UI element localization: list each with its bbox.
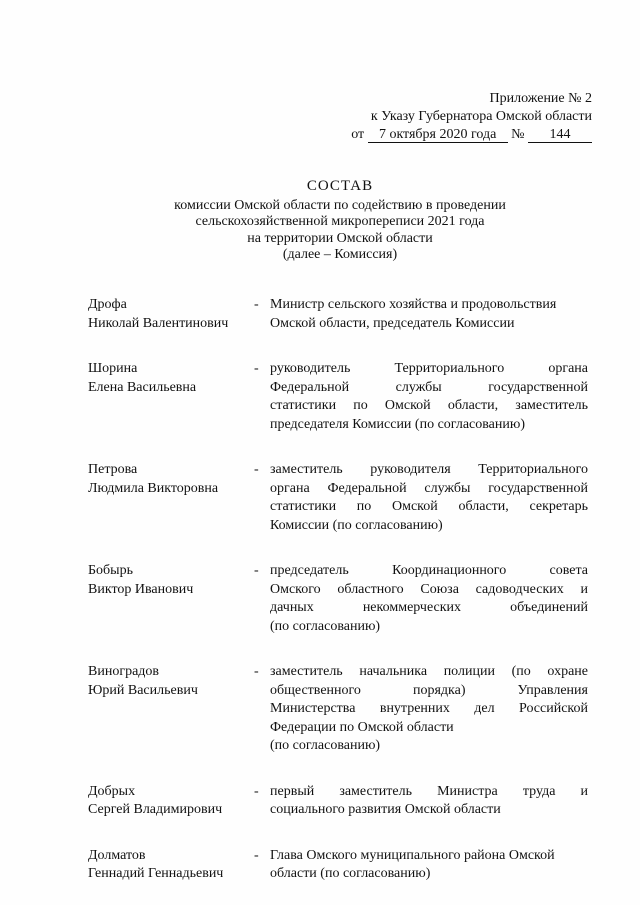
appendix-block	[351, 90, 592, 144]
member-name	[88, 663, 254, 700]
role-line: председателя Комиссии (по согласованию)	[270, 416, 525, 432]
role-line: заместитель руководителя Территориального	[270, 462, 588, 477]
date-prefix: от	[351, 127, 365, 142]
decree-date-line	[351, 126, 592, 144]
role-line: первый заместитель Министра труда и	[270, 783, 588, 799]
member-surname: Виноградов	[88, 664, 160, 679]
member-row	[88, 296, 588, 333]
role-line: Федерации по Омской области	[270, 719, 454, 735]
role-line: Глава Омского муниципального района Омской	[270, 847, 555, 863]
role-line: общественного порядка) Управления	[270, 682, 588, 698]
heading-line: (далее – Комиссия)	[282, 247, 398, 262]
dash-separator: -	[254, 563, 259, 578]
member-row	[88, 663, 588, 756]
member-surname: Добрых	[88, 783, 136, 799]
role-line: Омской области, председатель Комиссии	[270, 315, 515, 331]
member-row	[88, 562, 588, 636]
member-role	[270, 783, 588, 820]
member-row	[88, 360, 588, 434]
role-line: Министр сельского хозяйства и продовольствия	[270, 297, 557, 312]
heading-line: сельскохозяйственной микропереписи 2021 года	[195, 214, 485, 229]
member-given-names: Людмила Викторовна	[88, 480, 219, 496]
dash-separator: -	[254, 664, 259, 679]
role-line: статистики по Омской области, заместитель	[270, 398, 588, 413]
member-surname: Долматов	[88, 847, 146, 863]
member-name	[88, 461, 254, 498]
member-role	[270, 360, 588, 434]
member-surname: Петрова	[88, 462, 138, 477]
member-role	[270, 847, 588, 884]
member-given-names: Геннадий Геннадьевич	[88, 866, 224, 881]
dash-separator: -	[254, 361, 259, 376]
heading-line: комиссии Омской области по содействию в проведении	[174, 197, 506, 213]
role-line: (по согласованию)	[270, 738, 381, 753]
role-line: социального развития Омской области	[270, 802, 501, 817]
dash-separator: -	[254, 462, 259, 477]
role-line: руководитель Территориального органа	[270, 361, 588, 376]
member-row	[88, 783, 588, 820]
member-given-names: Юрий Васильевич	[88, 682, 198, 698]
member-name	[88, 847, 254, 884]
appendix-decree-reference: к Указу Губернатора Омской области	[370, 109, 592, 124]
member-surname: Дрофа	[88, 297, 127, 312]
heading-line: на территории Омской области	[247, 230, 433, 246]
appendix-number: Приложение № 2	[489, 91, 592, 106]
dash-separator: -	[254, 847, 259, 863]
role-line: Министерства внутренних дел Российской	[270, 701, 588, 716]
member-given-names: Сергей Владимирович	[88, 802, 223, 817]
member-name	[88, 360, 254, 397]
dash-separator: -	[254, 297, 259, 312]
member-name	[88, 783, 254, 820]
commission-member-list	[88, 296, 588, 911]
member-surname: Бобырь	[88, 563, 133, 578]
member-role	[270, 562, 588, 636]
document-heading	[140, 178, 540, 264]
role-line: Комиссии (по согласованию)	[270, 517, 443, 533]
role-line: органа Федеральной службы государственной	[270, 480, 588, 496]
member-given-names: Николай Валентинович	[88, 315, 229, 331]
member-name	[88, 562, 254, 599]
role-line: Омского областного Союза садоводческих и	[270, 581, 588, 597]
member-given-names: Виктор Иванович	[88, 581, 194, 597]
role-line: дачных некоммерческих объединений	[270, 600, 588, 615]
document-title: СОСТАВ	[306, 178, 374, 194]
member-role	[270, 461, 588, 535]
decree-number: 144	[528, 127, 592, 143]
role-line: (по согласованию)	[270, 618, 381, 634]
member-row	[88, 847, 588, 884]
dash-separator: -	[254, 783, 259, 799]
member-row	[88, 461, 588, 535]
member-surname: Шорина	[88, 361, 138, 376]
number-sign: №	[511, 127, 525, 142]
role-line: области (по согласованию)	[270, 866, 431, 881]
member-name	[88, 296, 254, 333]
role-line: Федеральной службы государственной	[270, 379, 588, 395]
role-line: заместитель начальника полиции (по охране	[270, 664, 588, 679]
member-role	[270, 663, 588, 756]
decree-date: 7 октября 2020 года	[368, 127, 508, 143]
role-line: председатель Координационного совета	[270, 563, 588, 578]
role-line: статистики по Омской области, секретарь	[270, 499, 588, 514]
member-role	[270, 296, 588, 333]
member-given-names: Елена Васильевна	[88, 379, 197, 395]
